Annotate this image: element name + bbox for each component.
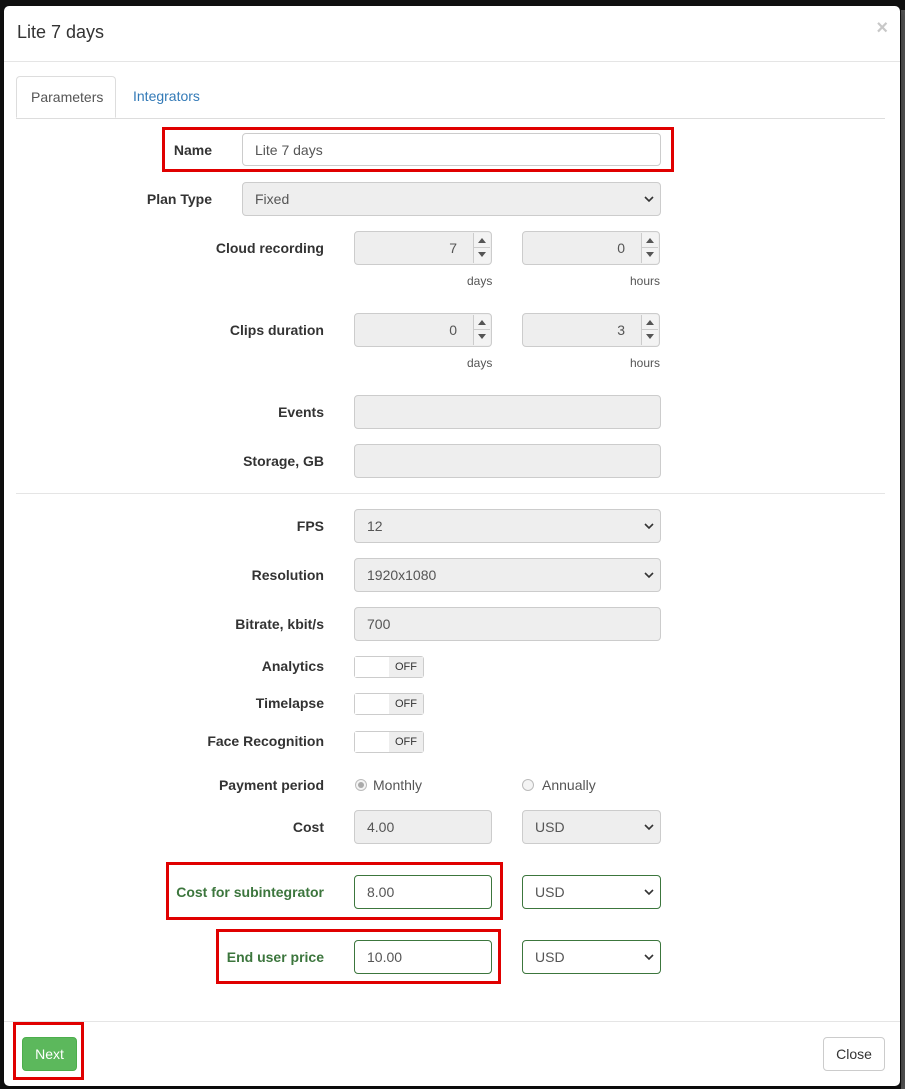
- end-user-price-input[interactable]: 10.00: [354, 940, 492, 974]
- plan-type-value: Fixed: [255, 191, 290, 207]
- storage-label: Storage, GB: [243, 453, 324, 469]
- cloud-recording-hours-input[interactable]: [522, 231, 660, 265]
- stepper-up[interactable]: [474, 233, 490, 248]
- end-user-price-currency-value: USD: [535, 949, 565, 965]
- stepper-down[interactable]: [474, 248, 490, 263]
- timelapse-label: Timelapse: [255, 695, 324, 711]
- cloud-recording-hours-value: 0: [617, 240, 625, 256]
- stepper-down[interactable]: [474, 330, 490, 345]
- next-highlight: [13, 1022, 84, 1080]
- caret-down-icon: [478, 252, 486, 258]
- cost-subintegrator-highlight: [166, 862, 503, 920]
- cost-subintegrator-label: Cost for subintegrator: [176, 884, 324, 900]
- clips-duration-label: Clips duration: [229, 322, 324, 338]
- resolution-select[interactable]: [354, 558, 661, 592]
- chevron-down-icon: [644, 570, 654, 580]
- modal-title: Lite 7 days: [17, 22, 105, 42]
- tab-integrators[interactable]: Integrators: [133, 88, 200, 104]
- toggle-state: OFF: [389, 732, 423, 752]
- analytics-toggle[interactable]: [354, 656, 424, 678]
- face-recognition-toggle[interactable]: [354, 731, 424, 753]
- name-label: Name: [173, 142, 212, 158]
- cloud-recording-days-input[interactable]: [354, 231, 492, 265]
- chevron-down-icon: [644, 822, 654, 832]
- cloud-recording-days-value: 7: [449, 240, 457, 256]
- background-strip: [901, 10, 905, 1089]
- chevron-down-icon: [644, 952, 654, 962]
- hours-unit: hours: [630, 356, 661, 370]
- stepper-up[interactable]: [642, 233, 658, 248]
- caret-up-icon: [478, 319, 486, 325]
- storage-input[interactable]: [354, 444, 661, 478]
- hours-stepper[interactable]: [641, 233, 658, 263]
- radio-monthly-label: Monthly: [373, 777, 423, 793]
- tab-bar: [16, 76, 885, 119]
- radio-annually-label: Annually: [542, 777, 596, 793]
- resolution-value: 1920x1080: [367, 567, 437, 583]
- days-stepper[interactable]: [473, 233, 490, 263]
- clips-duration-hours-input[interactable]: [522, 313, 660, 347]
- cost-subintegrator-input[interactable]: 8.00: [354, 875, 492, 909]
- analytics-label: Analytics: [261, 658, 324, 674]
- hours-unit: hours: [630, 274, 661, 288]
- cost-input[interactable]: 4.00: [354, 810, 492, 844]
- clips-duration-hours-value: 3: [617, 322, 625, 338]
- clips-duration-days-value: 0: [449, 322, 457, 338]
- toggle-knob: [355, 694, 390, 714]
- caret-down-icon: [478, 334, 486, 340]
- modal-header: [4, 6, 900, 62]
- fps-label: FPS: [296, 518, 324, 534]
- days-stepper[interactable]: [473, 315, 490, 345]
- caret-up-icon: [646, 319, 654, 325]
- end-user-price-currency-select[interactable]: [522, 940, 661, 974]
- face-recognition-label: Face Recognition: [207, 733, 324, 749]
- cost-subintegrator-currency-select[interactable]: [522, 875, 661, 909]
- plan-type-select[interactable]: [242, 182, 661, 216]
- caret-up-icon: [646, 237, 654, 243]
- next-button[interactable]: Next: [22, 1037, 77, 1071]
- stepper-up[interactable]: [642, 315, 658, 330]
- stepper-down[interactable]: [642, 248, 658, 263]
- name-input[interactable]: Lite 7 days: [242, 133, 661, 166]
- end-user-price-highlight: [216, 929, 501, 984]
- toggle-knob: [355, 732, 390, 752]
- stepper-down[interactable]: [642, 330, 658, 345]
- stepper-up[interactable]: [474, 315, 490, 330]
- radio-monthly[interactable]: [355, 779, 367, 791]
- cost-subintegrator-currency-value: USD: [535, 884, 565, 900]
- close-icon[interactable]: ×: [876, 17, 888, 39]
- days-unit: days: [467, 356, 493, 370]
- end-user-price-label: End user price: [226, 949, 324, 965]
- cost-label: Cost: [292, 819, 324, 835]
- cost-currency-value: USD: [535, 819, 565, 835]
- timelapse-toggle[interactable]: [354, 693, 424, 715]
- plan-type-label: Plan Type: [146, 191, 212, 207]
- caret-down-icon: [646, 334, 654, 340]
- caret-down-icon: [646, 252, 654, 258]
- resolution-label: Resolution: [251, 567, 324, 583]
- name-highlight: [162, 127, 674, 172]
- radio-annually[interactable]: [522, 779, 534, 791]
- plan-modal: [4, 6, 900, 1086]
- chevron-down-icon: [644, 521, 654, 531]
- toggle-state: OFF: [389, 657, 423, 677]
- bitrate-label: Bitrate, kbit/s: [235, 616, 324, 632]
- fps-value: 12: [367, 518, 383, 534]
- bitrate-input[interactable]: 700: [354, 607, 661, 641]
- toggle-knob: [355, 657, 390, 677]
- hours-stepper[interactable]: [641, 315, 658, 345]
- modal-footer-divider: [4, 1021, 900, 1022]
- clips-duration-days-input[interactable]: [354, 313, 492, 347]
- chevron-down-icon: [644, 194, 654, 204]
- chevron-down-icon: [644, 887, 654, 897]
- close-button[interactable]: Close: [823, 1037, 885, 1071]
- days-unit: days: [467, 274, 493, 288]
- tab-parameters[interactable]: Parameters: [16, 76, 116, 118]
- cost-currency-select[interactable]: [522, 810, 661, 844]
- toggle-state: OFF: [389, 694, 423, 714]
- fps-select[interactable]: [354, 509, 661, 543]
- cloud-recording-label: Cloud recording: [215, 240, 324, 256]
- caret-up-icon: [478, 237, 486, 243]
- events-label: Events: [278, 404, 324, 420]
- payment-period-label: Payment period: [218, 777, 324, 793]
- section-divider: [16, 493, 885, 494]
- events-input[interactable]: [354, 395, 661, 429]
